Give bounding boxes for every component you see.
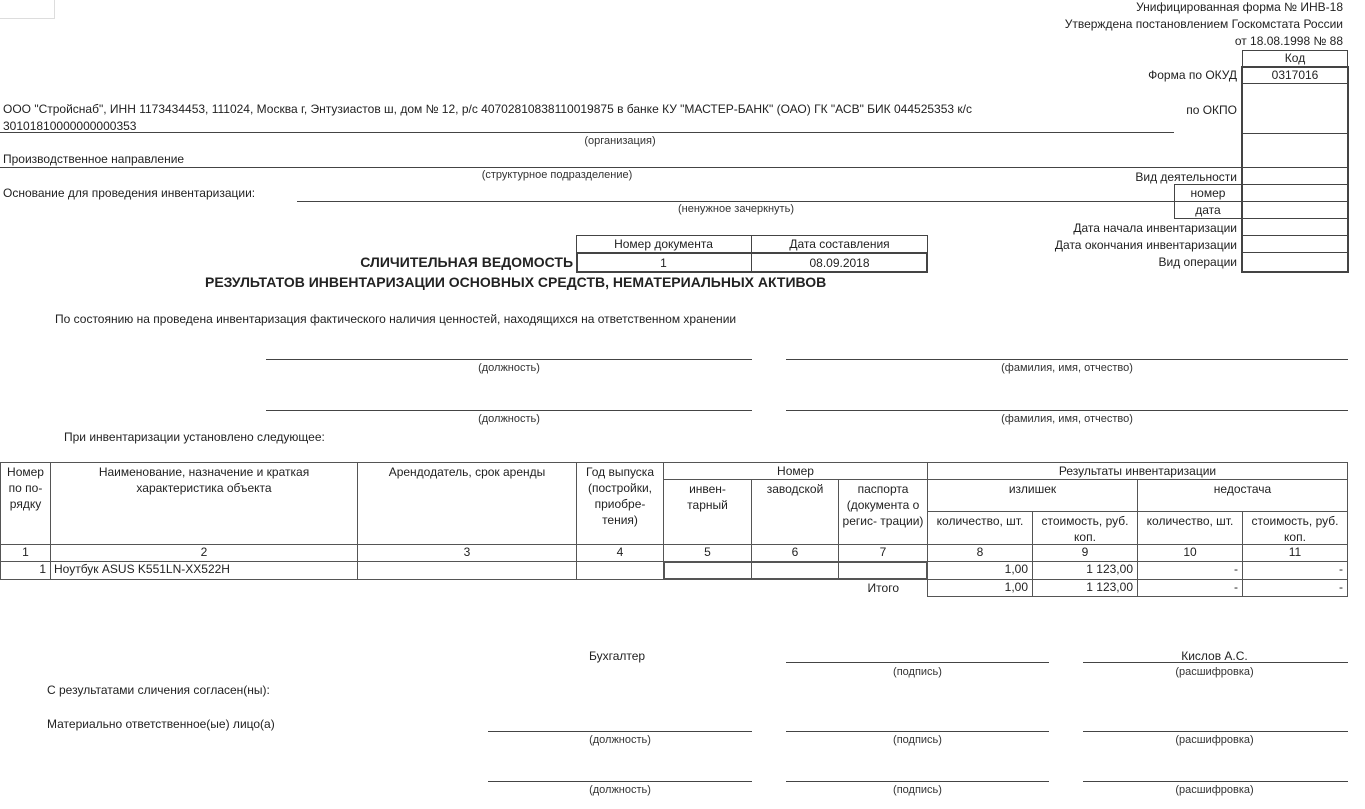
col-num-11: 11 (1242, 544, 1348, 562)
th-factory: заводской (751, 479, 839, 545)
agree-text: С результатами сличения согласен(ны): (47, 683, 270, 697)
okpo-label: по ОКПО (1186, 103, 1237, 117)
number-label: номер (1190, 186, 1226, 200)
col-num-6: 6 (751, 544, 839, 562)
row-name: Ноутбук ASUS K551LN-XX522H (50, 561, 358, 580)
th-shortage: недостача (1137, 479, 1348, 512)
division-caption: (структурное подразделение) (481, 169, 633, 181)
division: Производственное направление (3, 152, 185, 166)
row-surplus-cost: 1 123,00 (1032, 561, 1138, 580)
total-label: Итого (867, 581, 899, 595)
col-num-10: 10 (1137, 544, 1243, 562)
th-surplus: излишек (927, 479, 1138, 512)
state-text: По состоянию на проведена инвентаризация фактического наличия ценностей, находящихся на ответственном хранении (55, 312, 737, 326)
responsible-text: Материально ответственное(ые) лицо(а) (47, 717, 275, 731)
th-results: Результаты инвентаризации (927, 462, 1348, 480)
th-number: Номер (663, 462, 928, 480)
col-num-9: 9 (1032, 544, 1138, 562)
col-num-2: 2 (50, 544, 358, 562)
approved-by: Утверждена постановлением Госкомстата России (1064, 17, 1343, 31)
title-2: РЕЗУЛЬТАТОВ ИНВЕНТАРИЗАЦИИ ОСНОВНЫХ СРЕДСТВ, НЕМАТЕРИАЛЬНЫХ АКТИВОВ (205, 274, 827, 290)
row-short-cost: - (1242, 561, 1348, 580)
position-caption-1: (должность) (478, 362, 540, 374)
organization-caption: (организация) (584, 135, 656, 147)
th-lessor: Арендодатель, срок аренды (357, 462, 577, 545)
th-surplus-qty: количество, шт. (927, 511, 1033, 545)
total-short-cost: - (1242, 579, 1348, 597)
th-name: Наименование, назначение и краткая характеристика объекта (50, 462, 358, 545)
row-year (576, 561, 664, 580)
accountant-name: Кислов А.С. (1181, 649, 1248, 663)
th-year: Год выпуска (постройки, приобре- тения) (576, 462, 664, 545)
total-surplus-qty: 1,00 (927, 579, 1033, 597)
approved-date: от 18.08.1998 № 88 (1234, 34, 1343, 48)
sign-caption-1: (подпись) (893, 666, 942, 678)
inv-start-label: Дата начала инвентаризации (1073, 221, 1237, 235)
row-surplus-qty: 1,00 (927, 561, 1033, 580)
col-num-3: 3 (357, 544, 577, 562)
position-caption-4: (должность) (589, 784, 651, 796)
th-inv: инвен- тарный (663, 479, 752, 545)
decode-caption-3: (расшифровка) (1175, 784, 1254, 796)
inv-end-label: Дата окончания инвентаризации (1054, 238, 1237, 252)
basis-label: Основание для проведения инвентаризации: (3, 186, 256, 200)
fio-caption-2: (фамилия, имя, отчество) (1001, 413, 1133, 425)
okud-label: Форма по ОКУД (1148, 68, 1237, 82)
total-surplus-cost: 1 123,00 (1032, 579, 1138, 597)
form-name: Унифицированная форма № ИНВ-18 (1136, 0, 1343, 14)
doc-date: 08.09.2018 (809, 256, 870, 270)
position-caption-2: (должность) (478, 413, 540, 425)
row-short-qty: - (1137, 561, 1243, 580)
title-1: СЛИЧИТЕЛЬНАЯ ВЕДОМОСТЬ (360, 254, 573, 270)
col-num-7: 7 (838, 544, 928, 562)
doc-number-label: Номер документа (614, 237, 713, 251)
decode-caption-2: (расшифровка) (1175, 734, 1254, 746)
sign-caption-2: (подпись) (893, 734, 942, 746)
th-passport: паспорта (документа о регис- трации) (838, 479, 928, 545)
row-no: 1 (0, 561, 51, 580)
organization-line1: ООО "Стройснаб", ИНН 1173434453, 111024, Москва г, Энтузиастов ш, дом № 12, р/с 40702810838110019875 в банке КУ "МАСТЕР-БАНК" (ОАО) ГК "АСВ" БИК 044525353 к/с (3, 102, 972, 116)
th-no: Номер по по- рядку (0, 462, 51, 545)
found-text: При инвентаризации установлено следующее: (64, 430, 325, 444)
th-short-cost: стоимость, руб. коп. (1242, 511, 1348, 545)
row-number-group (663, 561, 928, 580)
col-num-4: 4 (576, 544, 664, 562)
total-short-qty: - (1137, 579, 1243, 597)
fio-caption-1: (фамилия, имя, отчество) (1001, 362, 1133, 374)
th-surplus-cost: стоимость, руб. коп. (1032, 511, 1138, 545)
activity-label: Вид деятельности (1135, 170, 1237, 184)
sign-caption-3: (подпись) (893, 784, 942, 796)
codes-box (1241, 66, 1349, 273)
accountant-label: Бухгалтер (589, 649, 646, 663)
date-label: дата (1195, 203, 1221, 217)
okud-value: 0317016 (1271, 68, 1319, 82)
position-caption-3: (должность) (589, 734, 651, 746)
spreadsheet-corner (0, 0, 55, 19)
col-num-8: 8 (927, 544, 1033, 562)
doc-number: 1 (660, 256, 667, 270)
basis-caption: (ненужное зачеркнуть) (678, 203, 794, 215)
organization-line2: 30101810000000000353 (3, 119, 137, 133)
doc-date-label: Дата составления (789, 237, 890, 251)
col-num-1: 1 (0, 544, 51, 562)
decode-caption-1: (расшифровка) (1175, 666, 1254, 678)
th-short-qty: количество, шт. (1137, 511, 1243, 545)
operation-label: Вид операции (1158, 255, 1237, 269)
code-label: Код (1284, 51, 1306, 65)
row-lessor (357, 561, 577, 580)
col-num-5: 5 (663, 544, 752, 562)
